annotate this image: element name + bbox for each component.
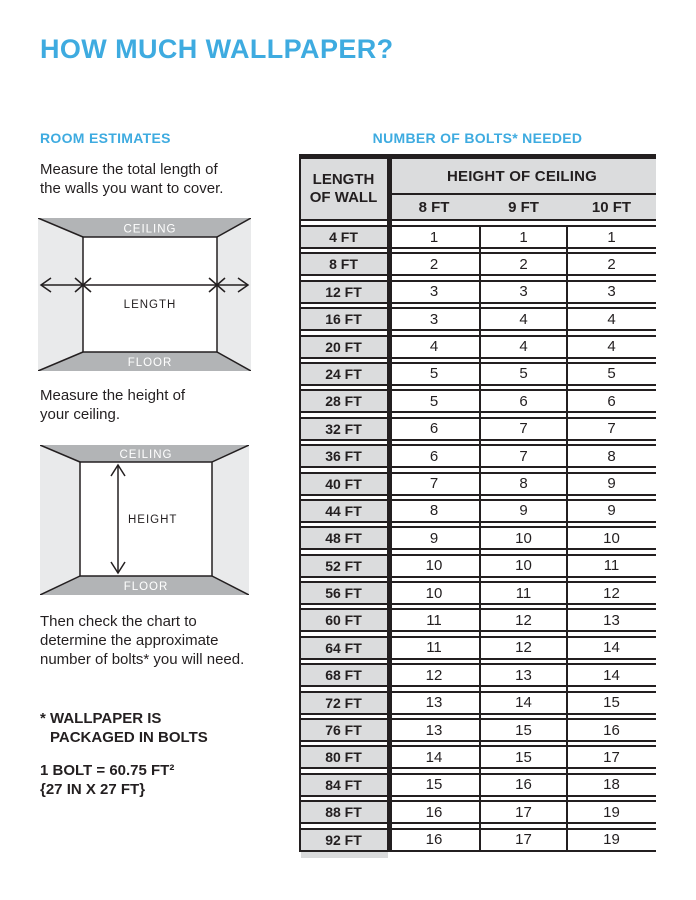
bolt-count-cell: 13 (425, 694, 443, 712)
bolt-count-cell: 10 (425, 584, 443, 602)
table-row (299, 718, 656, 742)
length-label: LENGTH (123, 299, 177, 311)
table-column-divider (566, 225, 568, 852)
table-row (299, 691, 656, 715)
bolt-count-cell: 9 (519, 502, 528, 520)
bolt-count-cell: 12 (425, 666, 443, 684)
bolt-count-cell: 6 (607, 392, 616, 410)
bolt-count-cell: 12 (515, 639, 532, 657)
instruction-line: number of bolts* you will need. (40, 651, 245, 668)
bolt-count-cell: 15 (425, 776, 443, 794)
bolt-count-cell: 16 (603, 721, 620, 739)
room-estimates-heading: ROOM ESTIMATES (40, 130, 171, 146)
floor-label: FLOOR (123, 581, 169, 593)
wall-length-cell: 8 FT (299, 254, 388, 274)
bolt-count-cell: 12 (515, 611, 532, 629)
bolt-count-cell: 8 (429, 502, 439, 520)
bolt-count-cell: 6 (519, 392, 528, 410)
bolt-count-cell: 4 (607, 338, 616, 356)
wall-length-cell: 36 FT (299, 446, 388, 466)
bolt-count-cell: 11 (603, 557, 620, 575)
table-row (299, 608, 656, 632)
room-length-diagram (38, 218, 251, 371)
page-title: HOW MUCH WALLPAPER? (40, 34, 394, 64)
wall-length-cell: 24 FT (299, 364, 388, 384)
table-row (299, 444, 656, 468)
instruction-line: the walls you want to cover. (40, 180, 224, 197)
header-line: OF WALL (309, 189, 378, 206)
wall-length-cell: 56 FT (299, 583, 388, 603)
wall-length-cell: 32 FT (299, 419, 388, 439)
table-row (299, 800, 656, 824)
ceiling-height-header-group (388, 159, 656, 221)
bolts-needed-heading: NUMBER OF BOLTS* NEEDED (372, 130, 583, 146)
wall-length-cell: 40 FT (299, 474, 388, 494)
bolt-count-cell: 14 (425, 748, 443, 766)
bolt-count-cell: 9 (607, 502, 616, 520)
bolt-count-cell: 10 (425, 557, 443, 575)
bolt-count-cell: 3 (429, 310, 439, 328)
wall-length-cell: 20 FT (299, 337, 388, 357)
wall-length-cell: 80 FT (299, 747, 388, 767)
bolt-count-cell: 4 (519, 338, 528, 356)
instruction-line: your ceiling. (40, 406, 121, 423)
bolt-count-cell: 7 (429, 475, 439, 493)
bolt-count-cell: 18 (603, 776, 620, 794)
wall-length-cell: 68 FT (299, 665, 388, 685)
bolt-count-cell: 4 (429, 338, 439, 356)
table-row (299, 307, 656, 331)
bolt-count-cell: 3 (429, 283, 439, 301)
bolt-count-cell: 1 (429, 228, 439, 246)
bolt-count-cell: 9 (429, 529, 439, 547)
instruction-line: Measure the total length of (40, 161, 218, 178)
table-row (299, 362, 656, 386)
bolt-count-cell: 15 (603, 694, 620, 712)
bolts-table-rows (299, 225, 656, 852)
table-row (299, 472, 656, 496)
bolt-count-cell: 17 (515, 803, 532, 821)
bolt-count-cell: 13 (425, 721, 443, 739)
bolt-count-cell: 17 (515, 831, 532, 849)
bolt-count-cell: 6 (429, 420, 439, 438)
instruction-line: Measure the height of (40, 387, 186, 404)
bolt-count-cell: 5 (519, 365, 528, 383)
table-row (299, 526, 656, 550)
wall-length-cell: 92 FT (299, 830, 388, 850)
bolt-count-cell: 13 (603, 611, 620, 629)
bolt-count-cell: 10 (515, 557, 532, 575)
ceiling-label: CEILING (123, 223, 177, 236)
table-row (299, 499, 656, 523)
bolt-count-cell: 2 (607, 255, 616, 273)
table-row (299, 225, 656, 249)
bolt-count-cell: 16 (425, 831, 443, 849)
column-header-10ft: 10 FT (591, 198, 632, 216)
bolt-count-cell: 19 (603, 831, 620, 849)
wall-length-cell: 44 FT (299, 501, 388, 521)
bolt-count-cell: 7 (519, 420, 528, 438)
bolt-count-cell: 16 (425, 803, 443, 821)
ceiling-height-diagram (40, 445, 249, 595)
table-row (299, 554, 656, 578)
bolt-count-cell: 7 (519, 447, 528, 465)
instruction-step-3 (40, 612, 244, 669)
bolt-count-cell: 5 (429, 365, 439, 383)
table-row (299, 636, 656, 660)
bolt-count-cell: 11 (426, 611, 442, 629)
table-column-divider (479, 225, 481, 852)
table-bottom-shadow (301, 852, 388, 858)
wall-length-cell: 64 FT (299, 638, 388, 658)
bolt-info-line: 1 BOLT = 60.75 FT² (40, 762, 175, 779)
left-wall (40, 445, 80, 595)
bolt-count-cell: 15 (515, 748, 532, 766)
table-row (299, 581, 656, 605)
table-row (299, 417, 656, 441)
right-wall (217, 218, 251, 371)
column-header-9ft: 9 FT (508, 198, 539, 216)
bolt-info-line: {27 IN X 27 FT} (40, 781, 146, 798)
wall-length-cell: 72 FT (299, 693, 388, 713)
table-header (299, 159, 656, 221)
height-label: HEIGHT (128, 514, 178, 526)
wall-length-cell: 16 FT (299, 309, 388, 329)
bolt-count-cell: 8 (519, 475, 528, 493)
table-row (299, 828, 656, 852)
right-wall (212, 445, 249, 595)
bolt-count-cell: 19 (603, 803, 620, 821)
bolt-count-cell: 4 (607, 310, 616, 328)
bolt-count-cell: 6 (429, 447, 439, 465)
instruction-line: Then check the chart to (40, 613, 197, 630)
floor-label: FLOOR (127, 357, 173, 369)
bolt-count-cell: 11 (426, 639, 442, 657)
wallpaper-footnote (40, 709, 208, 747)
bolt-count-cell: 4 (519, 310, 528, 328)
bolt-count-cell: 9 (607, 475, 616, 493)
footnote-line: PACKAGED IN BOLTS (50, 729, 208, 746)
wall-length-cell: 76 FT (299, 720, 388, 740)
length-of-wall-header (299, 159, 388, 221)
bolt-count-cell: 14 (603, 639, 620, 657)
wall-length-cell: 84 FT (299, 775, 388, 795)
bolt-count-cell: 5 (607, 365, 616, 383)
table-left-border (299, 159, 301, 852)
bolt-count-cell: 10 (515, 529, 532, 547)
table-row (299, 663, 656, 687)
bolt-size-info (40, 761, 174, 799)
bolt-count-cell: 16 (515, 776, 532, 794)
ceiling-height-columns (388, 195, 656, 221)
bolt-count-cell: 11 (515, 584, 532, 602)
bolt-count-cell: 2 (429, 255, 439, 273)
bolt-count-cell: 17 (603, 748, 620, 766)
wall-length-cell: 52 FT (299, 556, 388, 576)
bolt-count-cell: 5 (429, 392, 439, 410)
wall-length-cell: 12 FT (299, 282, 388, 302)
height-of-ceiling-header: HEIGHT OF CEILING (388, 159, 656, 195)
wall-length-cell: 88 FT (299, 802, 388, 822)
wall-length-cell: 60 FT (299, 610, 388, 630)
bolt-count-cell: 3 (607, 283, 616, 301)
bolt-count-cell: 1 (607, 228, 616, 246)
bolt-count-cell: 14 (515, 694, 532, 712)
bolt-count-cell: 15 (515, 721, 532, 739)
header-line: LENGTH (312, 171, 375, 188)
left-wall (38, 218, 83, 371)
wall-length-cell: 48 FT (299, 528, 388, 548)
bolt-count-cell: 2 (519, 255, 528, 273)
bolts-table (299, 154, 656, 855)
bolt-count-cell: 8 (607, 447, 616, 465)
back-wall (83, 237, 217, 352)
bolt-count-cell: 13 (515, 666, 532, 684)
table-row (299, 389, 656, 413)
table-row (299, 745, 656, 769)
table-row (299, 773, 656, 797)
bolt-count-cell: 14 (603, 666, 620, 684)
instruction-step-1 (40, 160, 223, 198)
bolt-count-cell: 7 (607, 420, 616, 438)
wall-length-cell: 4 FT (299, 227, 388, 247)
table-row (299, 252, 656, 276)
table-column-divider-thick (387, 154, 392, 852)
footnote-line: * WALLPAPER IS (40, 710, 162, 727)
bolt-count-cell: 12 (603, 584, 620, 602)
instruction-step-2 (40, 386, 185, 424)
table-row (299, 335, 656, 359)
bolt-count-cell: 10 (603, 529, 620, 547)
instruction-line: determine the approximate (40, 632, 219, 649)
bolt-count-cell: 1 (519, 228, 528, 246)
table-row (299, 280, 656, 304)
ceiling-label: CEILING (119, 449, 173, 461)
wall-length-cell: 28 FT (299, 391, 388, 411)
column-header-8ft: 8 FT (418, 198, 450, 216)
bolt-count-cell: 3 (519, 283, 528, 301)
